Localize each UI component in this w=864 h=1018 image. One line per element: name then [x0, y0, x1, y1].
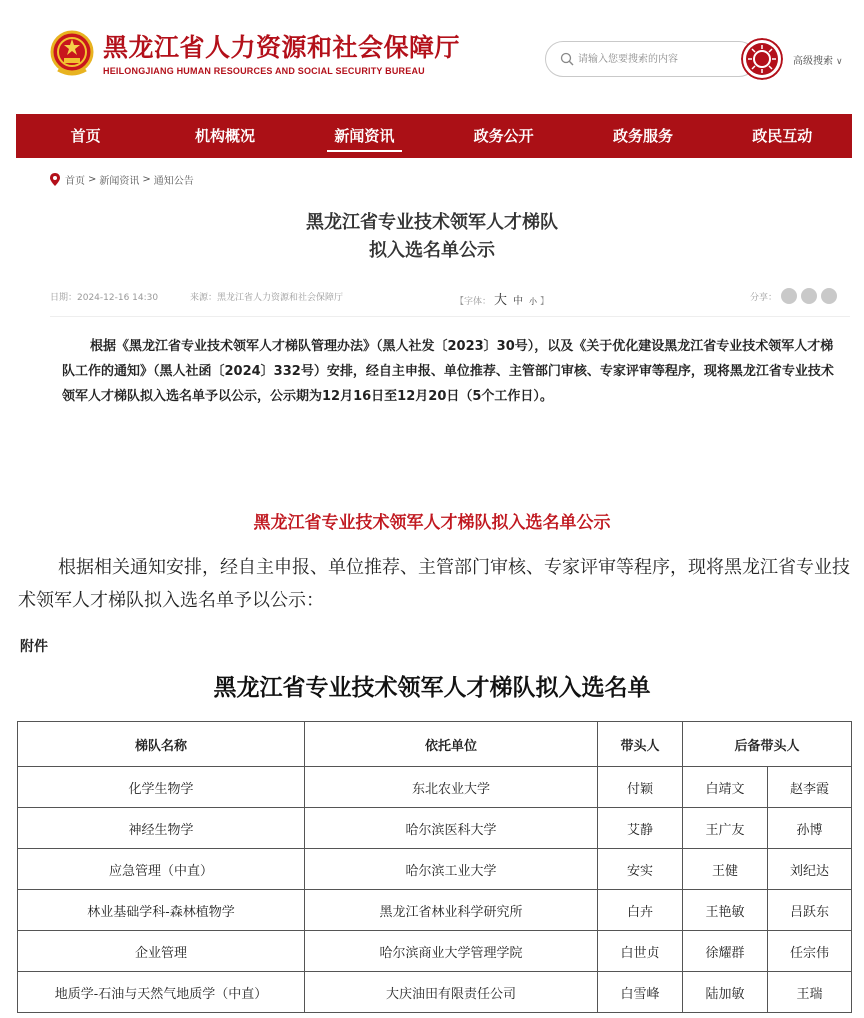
table-row [18, 808, 852, 849]
breadcrumb [50, 172, 194, 187]
reserve-leader-cell: 吕跃东 [768, 890, 852, 931]
article-source: 来源：黑龙江省人力资源和社会保障厅 [190, 293, 344, 303]
article-meta [50, 288, 850, 308]
qzone-share-icon[interactable] [821, 288, 837, 304]
reserve-leader-cell: 王健 [683, 849, 768, 890]
font-size-end: 】 [540, 297, 550, 307]
font-size-label: 【字体： [455, 297, 492, 307]
breadcrumb-separator: > [88, 174, 97, 185]
nav-item-home[interactable]: 首页 [70, 127, 101, 145]
col-reserve-leader: 后备带头人 [683, 722, 852, 767]
reserve-leader-cell: 孙博 [768, 808, 852, 849]
table-row [18, 972, 852, 1013]
font-size-medium-button[interactable]: 中 [513, 296, 524, 307]
reserve-leader-cell: 王瑞 [768, 972, 852, 1013]
col-host-unit: 依托单位 [305, 722, 598, 767]
reserve-leader-cell: 陆加敏 [683, 972, 768, 1013]
site-title: 黑龙江省人力资源和社会保障厅 [103, 33, 461, 62]
breadcrumb-home[interactable]: 首页 [65, 176, 85, 187]
chevron-down-icon: ∨ [836, 57, 843, 67]
col-team-name: 梯队名称 [18, 722, 305, 767]
share-label: 分享： [750, 292, 778, 303]
breadcrumb-news[interactable]: 新闻资讯 [99, 176, 140, 187]
font-size-large-button[interactable]: 大 [494, 293, 508, 308]
reserve-leader-cell: 王广友 [683, 808, 768, 849]
host-unit-cell: 哈尔滨工业大学 [305, 849, 598, 890]
reserve-leader-cell: 赵李霞 [768, 767, 852, 808]
host-unit-cell: 东北农业大学 [305, 767, 598, 808]
search-icon [560, 52, 574, 66]
font-size-control [455, 289, 549, 308]
team-name-cell: 企业管理 [18, 931, 305, 972]
host-unit-cell: 哈尔滨商业大学管理学院 [305, 931, 598, 972]
font-size-small-button[interactable]: 小 [529, 297, 538, 306]
notice-heading: 黑龙江省专业技术领军人才梯队拟入选名单公示 [253, 513, 611, 533]
reserve-leader-cell: 刘纪达 [768, 849, 852, 890]
table-header-row [18, 722, 852, 767]
meta-divider [50, 316, 850, 317]
notice-paragraph: 根据相关通知安排，经自主申报、单位推荐、主管部门审核、专家评审等程序，现将黑龙江省专业技术领军人才梯队拟入选名单予以公示： [18, 557, 850, 611]
reserve-leader-cell: 徐耀群 [683, 931, 768, 972]
search-button[interactable] [741, 38, 783, 80]
list-title: 黑龙江省专业技术领军人才梯队拟入选名单 [213, 674, 651, 701]
table-row [18, 890, 852, 931]
article-date: 日期：2024-12-16 14:30 [50, 293, 159, 303]
main-nav [16, 114, 852, 158]
nav-item-services[interactable]: 政务服务 [612, 127, 673, 145]
location-pin-icon [50, 173, 60, 186]
reserve-leader-cell: 任宗伟 [768, 931, 852, 972]
article-intro: 根据《黑龙江省专业技术领军人才梯队管理办法》（黑人社发〔2023〕30号），以及《关于优化建设黑龙江省专业技术领军人才梯队工作的通知》（黑人社函〔2024〕332号）安排，经自主申报、单位推荐、主管部门审核、专家评审等程序，现将黑龙江省专业技术领军人才梯队拟入选名单予以公示，公示期为12月16日至12月20日（5个工作日）。 [62, 339, 834, 404]
search-box [545, 41, 757, 77]
national-emblem-icon [50, 30, 94, 76]
article-title-line2: 拟入选名单公示 [369, 240, 495, 261]
table-row [18, 931, 852, 972]
team-name-cell: 应急管理（中直） [18, 849, 305, 890]
leader-cell: 艾静 [598, 808, 683, 849]
weibo-share-icon[interactable] [801, 288, 817, 304]
wechat-share-icon[interactable] [781, 288, 797, 304]
share-bar [750, 288, 837, 304]
leader-cell: 付颖 [598, 767, 683, 808]
advanced-search-label: 高级搜索 [793, 56, 833, 67]
leader-cell: 白雪峰 [598, 972, 683, 1013]
reserve-leader-cell: 白靖文 [683, 767, 768, 808]
table-row [18, 849, 852, 890]
breadcrumb-notices[interactable]: 通知公告 [153, 176, 194, 187]
host-unit-cell: 黑龙江省林业科学研究所 [305, 890, 598, 931]
team-name-cell: 地质学-石油与天然气地质学（中直） [18, 972, 305, 1013]
host-unit-cell: 大庆油田有限责任公司 [305, 972, 598, 1013]
search-input[interactable] [578, 50, 728, 68]
leader-cell: 白卉 [598, 890, 683, 931]
team-name-cell: 林业基础学科-森林植物学 [18, 890, 305, 931]
reserve-leader-cell: 王艳敏 [683, 890, 768, 931]
team-name-cell: 化学生物学 [18, 767, 305, 808]
advanced-search-link[interactable] [793, 52, 843, 67]
nav-item-interaction[interactable]: 政民互动 [752, 127, 813, 145]
team-name-cell: 神经生物学 [18, 808, 305, 849]
nav-item-gov-affairs[interactable]: 政务公开 [473, 127, 534, 145]
article-title-line1: 黑龙江省专业技术领军人才梯队 [306, 212, 558, 233]
candidate-table [17, 721, 852, 1013]
attachment-label: 附件 [20, 639, 48, 655]
leader-cell: 安实 [598, 849, 683, 890]
table-row [18, 767, 852, 808]
nav-item-about[interactable]: 机构概况 [194, 127, 255, 145]
nav-item-news[interactable]: 新闻资讯 [295, 114, 434, 158]
host-unit-cell: 哈尔滨医科大学 [305, 808, 598, 849]
leader-cell: 白世贞 [598, 931, 683, 972]
site-title-en: HEILONGJIANG HUMAN RESOURCES AND SOCIAL SECURITY BUREAU [103, 66, 425, 76]
col-leader: 带头人 [598, 722, 683, 767]
breadcrumb-separator: > [142, 174, 151, 185]
